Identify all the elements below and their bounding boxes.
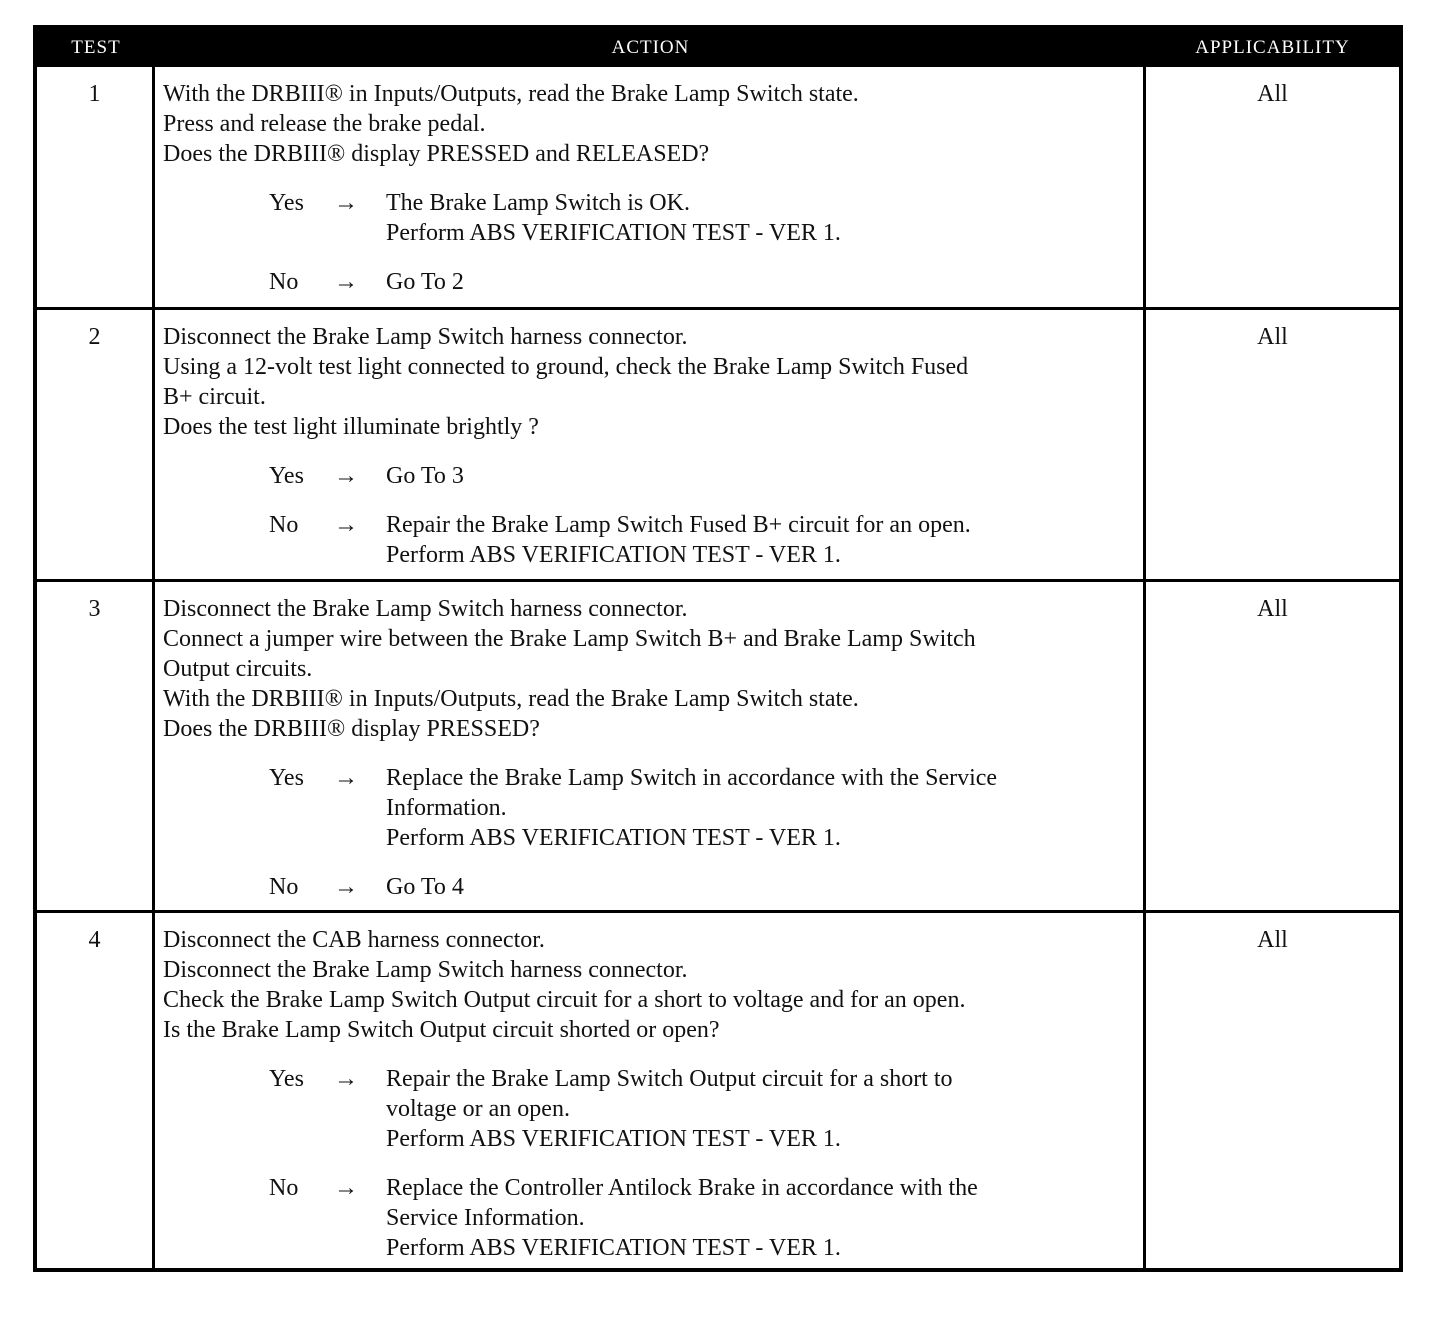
- result-line: Service Information.: [386, 1205, 585, 1231]
- no-result: [386, 872, 1139, 902]
- action-step: Disconnect the Brake Lamp Switch harness connector.: [163, 324, 688, 350]
- action-step: Disconnect the Brake Lamp Switch harness connector.: [163, 596, 688, 622]
- arrow-icon: →: [334, 512, 358, 538]
- action-cell: [155, 913, 1146, 1268]
- action-step: Disconnect the CAB harness connector.: [163, 927, 545, 953]
- no-outcome: [163, 872, 1139, 902]
- action-step: Press and release the brake pedal.: [163, 111, 486, 137]
- yes-outcome: [163, 763, 1139, 853]
- action-step: Does the DRBIII® display PRESSED and RELEASED?: [163, 141, 710, 167]
- header-applicability: APPLICABILITY: [1195, 37, 1350, 58]
- yes-outcome: [163, 188, 1139, 248]
- yes-outcome: [163, 1064, 1139, 1154]
- arrow-icon: →: [334, 874, 358, 900]
- result-line: Replace the Brake Lamp Switch in accordance with the Service: [386, 765, 998, 791]
- yes-label: Yes: [269, 765, 304, 791]
- test-number: 4: [37, 913, 155, 1268]
- arrow-icon: →: [334, 190, 358, 216]
- action-step: Is the Brake Lamp Switch Output circuit shorted or open?: [163, 1017, 720, 1043]
- action-step: Connect a jumper wire between the Brake Lamp Switch B+ and Brake Lamp Switch: [163, 626, 976, 652]
- action-step: Does the DRBIII® display PRESSED?: [163, 716, 540, 742]
- action-step: B+ circuit.: [163, 384, 266, 410]
- result-line: Perform ABS VERIFICATION TEST - VER 1.: [386, 220, 841, 246]
- result-line: Go To 4: [386, 874, 464, 900]
- applicability-cell: All: [1257, 81, 1288, 107]
- result-line: Perform ABS VERIFICATION TEST - VER 1.: [386, 825, 841, 851]
- action-step: With the DRBIII® in Inputs/Outputs, read the Brake Lamp Switch state.: [163, 686, 859, 712]
- action-cell: [155, 310, 1146, 579]
- result-line: The Brake Lamp Switch is OK.: [386, 190, 690, 216]
- diagnostic-test-table: [33, 25, 1403, 1272]
- yes-label: Yes: [269, 190, 304, 216]
- result-line: Perform ABS VERIFICATION TEST - VER 1.: [386, 1235, 841, 1261]
- result-line: Repair the Brake Lamp Switch Output circuit for a short to: [386, 1066, 953, 1092]
- action-step: With the DRBIII® in Inputs/Outputs, read the Brake Lamp Switch state.: [163, 81, 859, 107]
- result-line: Go To 2: [386, 269, 464, 295]
- result-line: Repair the Brake Lamp Switch Fused B+ circuit for an open.: [386, 512, 971, 538]
- arrow-icon: →: [334, 765, 358, 791]
- test-number: 3: [37, 582, 155, 910]
- arrow-icon: →: [334, 463, 358, 489]
- applicability-cell: All: [1257, 324, 1288, 350]
- no-label: No: [269, 512, 299, 538]
- no-label: No: [269, 1175, 299, 1201]
- header-action: ACTION: [611, 37, 690, 58]
- result-line: Perform ABS VERIFICATION TEST - VER 1.: [386, 1126, 841, 1152]
- applicability-cell: All: [1257, 596, 1288, 622]
- no-outcome: [163, 1173, 1139, 1263]
- test-number: 1: [37, 67, 155, 307]
- yes-label: Yes: [269, 1066, 304, 1092]
- arrow-icon: →: [334, 1066, 358, 1092]
- table-row: [37, 579, 1399, 910]
- arrow-icon: →: [334, 269, 358, 295]
- yes-result: [386, 1064, 1139, 1154]
- result-line: voltage or an open.: [386, 1096, 570, 1122]
- action-step: Check the Brake Lamp Switch Output circuit for a short to voltage and for an open.: [163, 987, 966, 1013]
- yes-result: [386, 763, 1139, 853]
- table-row: [37, 910, 1399, 1268]
- no-result: [386, 510, 1139, 570]
- result-line: Information.: [386, 795, 507, 821]
- no-outcome: [163, 510, 1139, 570]
- action-step: Output circuits.: [163, 656, 313, 682]
- yes-result: [386, 461, 1139, 491]
- action-step: Does the test light illuminate brightly ?: [163, 414, 539, 440]
- no-result: [386, 1173, 1139, 1263]
- result-line: Perform ABS VERIFICATION TEST - VER 1.: [386, 542, 841, 568]
- table-row: [37, 307, 1399, 579]
- action-step: Using a 12-volt test light connected to ground, check the Brake Lamp Switch Fused: [163, 354, 969, 380]
- result-line: Replace the Controller Antilock Brake in accordance with the: [386, 1175, 978, 1201]
- action-cell: [155, 67, 1146, 307]
- arrow-icon: →: [334, 1175, 358, 1201]
- yes-outcome: [163, 461, 1139, 491]
- no-result: [386, 267, 1139, 297]
- test-number: 2: [37, 310, 155, 579]
- applicability-cell: All: [1257, 927, 1288, 953]
- action-step: Disconnect the Brake Lamp Switch harness connector.: [163, 957, 688, 983]
- no-label: No: [269, 269, 299, 295]
- yes-label: Yes: [269, 463, 304, 489]
- table-header: [37, 29, 1399, 67]
- no-outcome: [163, 267, 1139, 297]
- no-label: No: [269, 874, 299, 900]
- yes-result: [386, 188, 1139, 248]
- header-test: TEST: [71, 37, 121, 58]
- table-row: [37, 67, 1399, 307]
- action-cell: [155, 582, 1146, 910]
- result-line: Go To 3: [386, 463, 464, 489]
